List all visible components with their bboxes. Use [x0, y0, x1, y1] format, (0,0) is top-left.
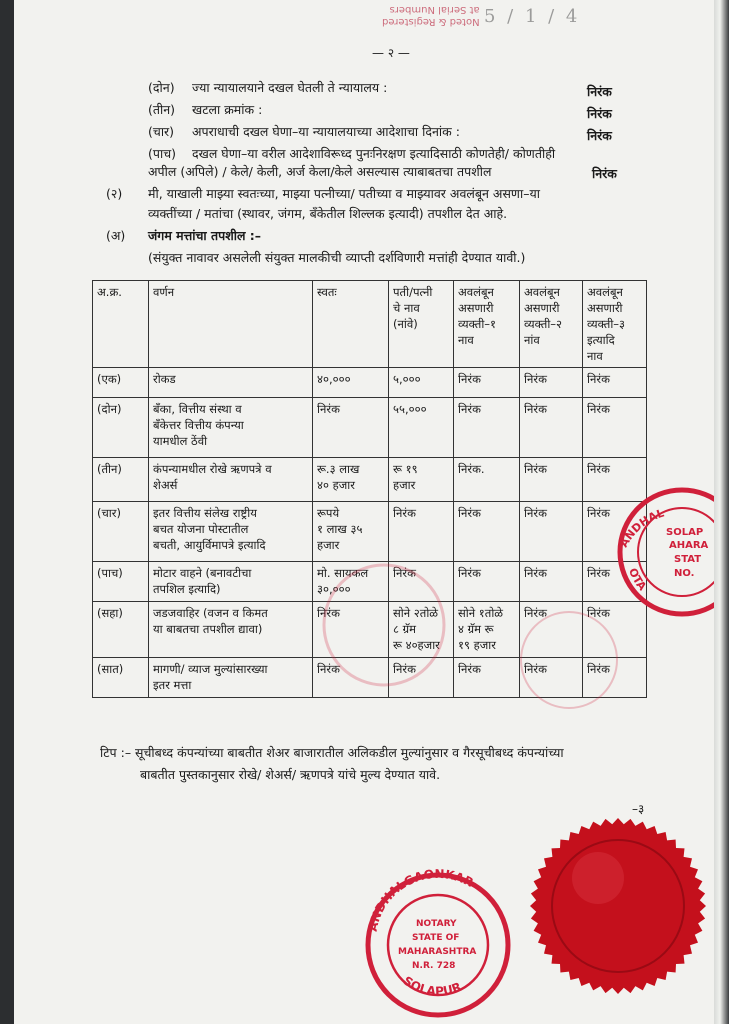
table-header-cell: वर्णन — [149, 281, 313, 368]
table-cell: निरंक — [583, 562, 647, 602]
clause-value: निरंक — [587, 84, 612, 99]
svg-text:SOLAP: SOLAP — [666, 527, 704, 538]
clause-value: निरंक — [592, 166, 617, 181]
table-cell: ४०,००० — [313, 368, 389, 398]
clause-text: ज्या न्यायालयाने दखल घेतली ते न्यायालय : — [192, 80, 388, 95]
registration-stamp: Noted & Registered at Serial Numbers — [382, 4, 480, 27]
table-cell: निरंक — [583, 368, 647, 398]
faint-stamp — [324, 565, 617, 708]
document-page — [14, 0, 714, 1024]
table-cell: रू १९ हजार — [389, 458, 454, 502]
table-cell: निरंक — [520, 368, 583, 398]
table-cell: बँका, वित्तीय संस्था व बँकेत्तर वित्तीय कंपन्या यामधील ठेंवी — [149, 398, 313, 458]
table-cell: निरंक — [520, 502, 583, 562]
table-header-cell: स्वतः — [313, 281, 389, 368]
svg-text:NOTARY: NOTARY — [416, 919, 457, 929]
table-cell: निरंक — [389, 562, 454, 602]
clause-text: खटला क्रमांक : — [192, 102, 263, 117]
table-cell: (पाच) — [93, 562, 149, 602]
table-cell: निरंक — [454, 562, 520, 602]
red-wax-seal — [530, 818, 706, 994]
clause-value: निरंक — [587, 128, 612, 143]
section-text: व्यक्तींच्या / मतांचा (स्थावर, जंगम, बँकेतील शिल्लक इत्यादी) तपशील देत आहे. — [148, 206, 508, 221]
table-cell: निरंक — [520, 398, 583, 458]
section-text: मी, याखाली माझ्या स्वतःच्या, माझ्या पत्नीच्या/ पतीच्या व माझ्यावर अवलंबून असणा–या — [148, 186, 540, 201]
table-header-cell: पती/पत्नी चे नाव (नांवे) — [389, 281, 454, 368]
table-cell: (दोन) — [93, 398, 149, 458]
table-cell: निरंक — [583, 602, 647, 658]
table-cell: निरंक — [520, 562, 583, 602]
svg-text:NO.: NO. — [674, 568, 695, 579]
table-cell: ५,००० — [389, 368, 454, 398]
table-cell: निरंक — [313, 658, 389, 698]
svg-text:MAHARASHTRA: MAHARASHTRA — [398, 947, 477, 957]
table-header-cell: अवलंबून असणारी व्यक्ती–३ इत्यादि नाव — [583, 281, 647, 368]
clause-num: (तीन) — [148, 102, 176, 117]
section-subtitle: (संयुक्त नावावर असलेली संयुक्त मालकीची व्याप्ती दर्शविणारी मत्तांही देण्यात यावी.) — [148, 250, 526, 265]
table-cell: ५५,००० — [389, 398, 454, 458]
seals-layer — [14, 0, 714, 1024]
table-cell: रू.३ लाख ४० हजार — [313, 458, 389, 502]
svg-text:ANDHAL: ANDHAL — [617, 506, 666, 550]
svg-text:STAT: STAT — [674, 554, 702, 565]
section-title: जंगम मत्तांचा तपशील :– — [148, 228, 262, 243]
table-cell: निरंक — [520, 602, 583, 658]
table-cell: निरंक — [389, 502, 454, 562]
table-cell: (एक) — [93, 368, 149, 398]
handwritten-scribble: 5 / 1 / 4 — [484, 6, 581, 27]
section-num: (अ) — [106, 228, 126, 243]
clause-text: अपराधाची दखल घेणा–या न्यायालयाच्या आदेशाचा दिनांक : — [192, 124, 460, 139]
table-cell: निरंक — [520, 658, 583, 698]
table-cell: सोने २तोळे ८ ग्रॅम रू ४०हजार — [389, 602, 454, 658]
table-cell: कंपन्यामधील रोखे ऋणपत्रे व शेअर्स — [149, 458, 313, 502]
table-cell: रोकड — [149, 368, 313, 398]
clause-text-continued: अपील (अपिले) / केले/ केली, अर्ज केला/केले असल्यास त्याबाबतचा तपशील — [148, 164, 492, 179]
table-cell: निरंक — [520, 458, 583, 502]
table-cell: निरंक — [454, 658, 520, 698]
table-cell: निरंक — [454, 368, 520, 398]
table-header-cell: अवलंबून असणारी व्यक्ती–२ नांव — [520, 281, 583, 368]
table-cell: निरंक — [583, 658, 647, 698]
table-cell: सोने १तोळे ४ ग्रॅम रू १९ हजार — [454, 602, 520, 658]
table-cell: मो. सायकल ३०,००० — [313, 562, 389, 602]
side-notary-stamp — [617, 490, 714, 614]
table-cell: निरंक — [313, 398, 389, 458]
svg-text:OTA: OTA — [626, 566, 649, 594]
table-cell: (सहा) — [93, 602, 149, 658]
scan-edge — [714, 0, 729, 1024]
table-cell: निरंक — [583, 398, 647, 458]
table-cell: मोटार वाहने (बनावटीचा तपशिल इत्यादि) — [149, 562, 313, 602]
table-cell: जडजवाहिर (वजन व किमत या बाबतचा तपशील द्यावा) — [149, 602, 313, 658]
clause-text: दखल घेणा–या वरील आदेशाविरूध्द पुनःनिरक्षण इत्यादिसाठी कोणतेही/ कोणतीही — [192, 146, 556, 161]
table-cell: इतर वित्तीय संलेख राष्ट्रीय बचत योजना पोस्टातील बचती, आयुर्विमापत्रे इत्यादि — [149, 502, 313, 562]
clause-num: (दोन) — [148, 80, 175, 95]
svg-text:SOLAPUR: SOLAPUR — [400, 973, 464, 999]
page-number: — २ — — [372, 46, 410, 60]
table-cell: निरंक — [313, 602, 389, 658]
section-num: (२) — [106, 186, 123, 201]
clause-value: निरंक — [587, 106, 612, 121]
footnote: टिप :– सूचीबध्द कंपन्यांच्या बाबतीत शेअर बाजारातील अलिकडील मुल्यांनुसार व गैरसूचीबध्द कंपन्यांच्या बाबतीत पुस्तकानुसार रोखे/ शेअर्स/ ऋणपत्रे यांचे मुल्य देण्यात यावे. — [100, 745, 564, 782]
svg-text:N.R. 728: N.R. 728 — [412, 961, 456, 971]
svg-text:AHARA: AHARA — [669, 540, 709, 551]
table-cell: निरंक — [583, 458, 647, 502]
table-cell: निरंक. — [454, 458, 520, 502]
table-cell: निरंक — [454, 398, 520, 458]
table-header-cell: अवलंबून असणारी व्यक्ती–१ नाव — [454, 281, 520, 368]
table-cell: मागणी/ व्याज मुल्यांसारख्या इतर मत्ता — [149, 658, 313, 698]
table-cell: निरंक — [583, 502, 647, 562]
table-cell: (तीन) — [93, 458, 149, 502]
table-cell: रूपये १ लाख ३५ हजार — [313, 502, 389, 562]
clause-num: (पाच) — [148, 146, 177, 161]
svg-text:STATE OF: STATE OF — [412, 933, 460, 943]
table-cell: निरंक — [454, 502, 520, 562]
notary-stamp — [366, 867, 508, 1015]
table-cell: निरंक — [389, 658, 454, 698]
svg-text:ANDHALGAONKAR: ANDHALGAONKAR — [365, 866, 476, 933]
clause-num: (चार) — [148, 124, 175, 139]
table-header-cell: अ.क्र. — [93, 281, 149, 368]
table-cell: (चार) — [93, 502, 149, 562]
table-cell: (सात) — [93, 658, 149, 698]
continuation-marker: –३ — [632, 802, 645, 816]
